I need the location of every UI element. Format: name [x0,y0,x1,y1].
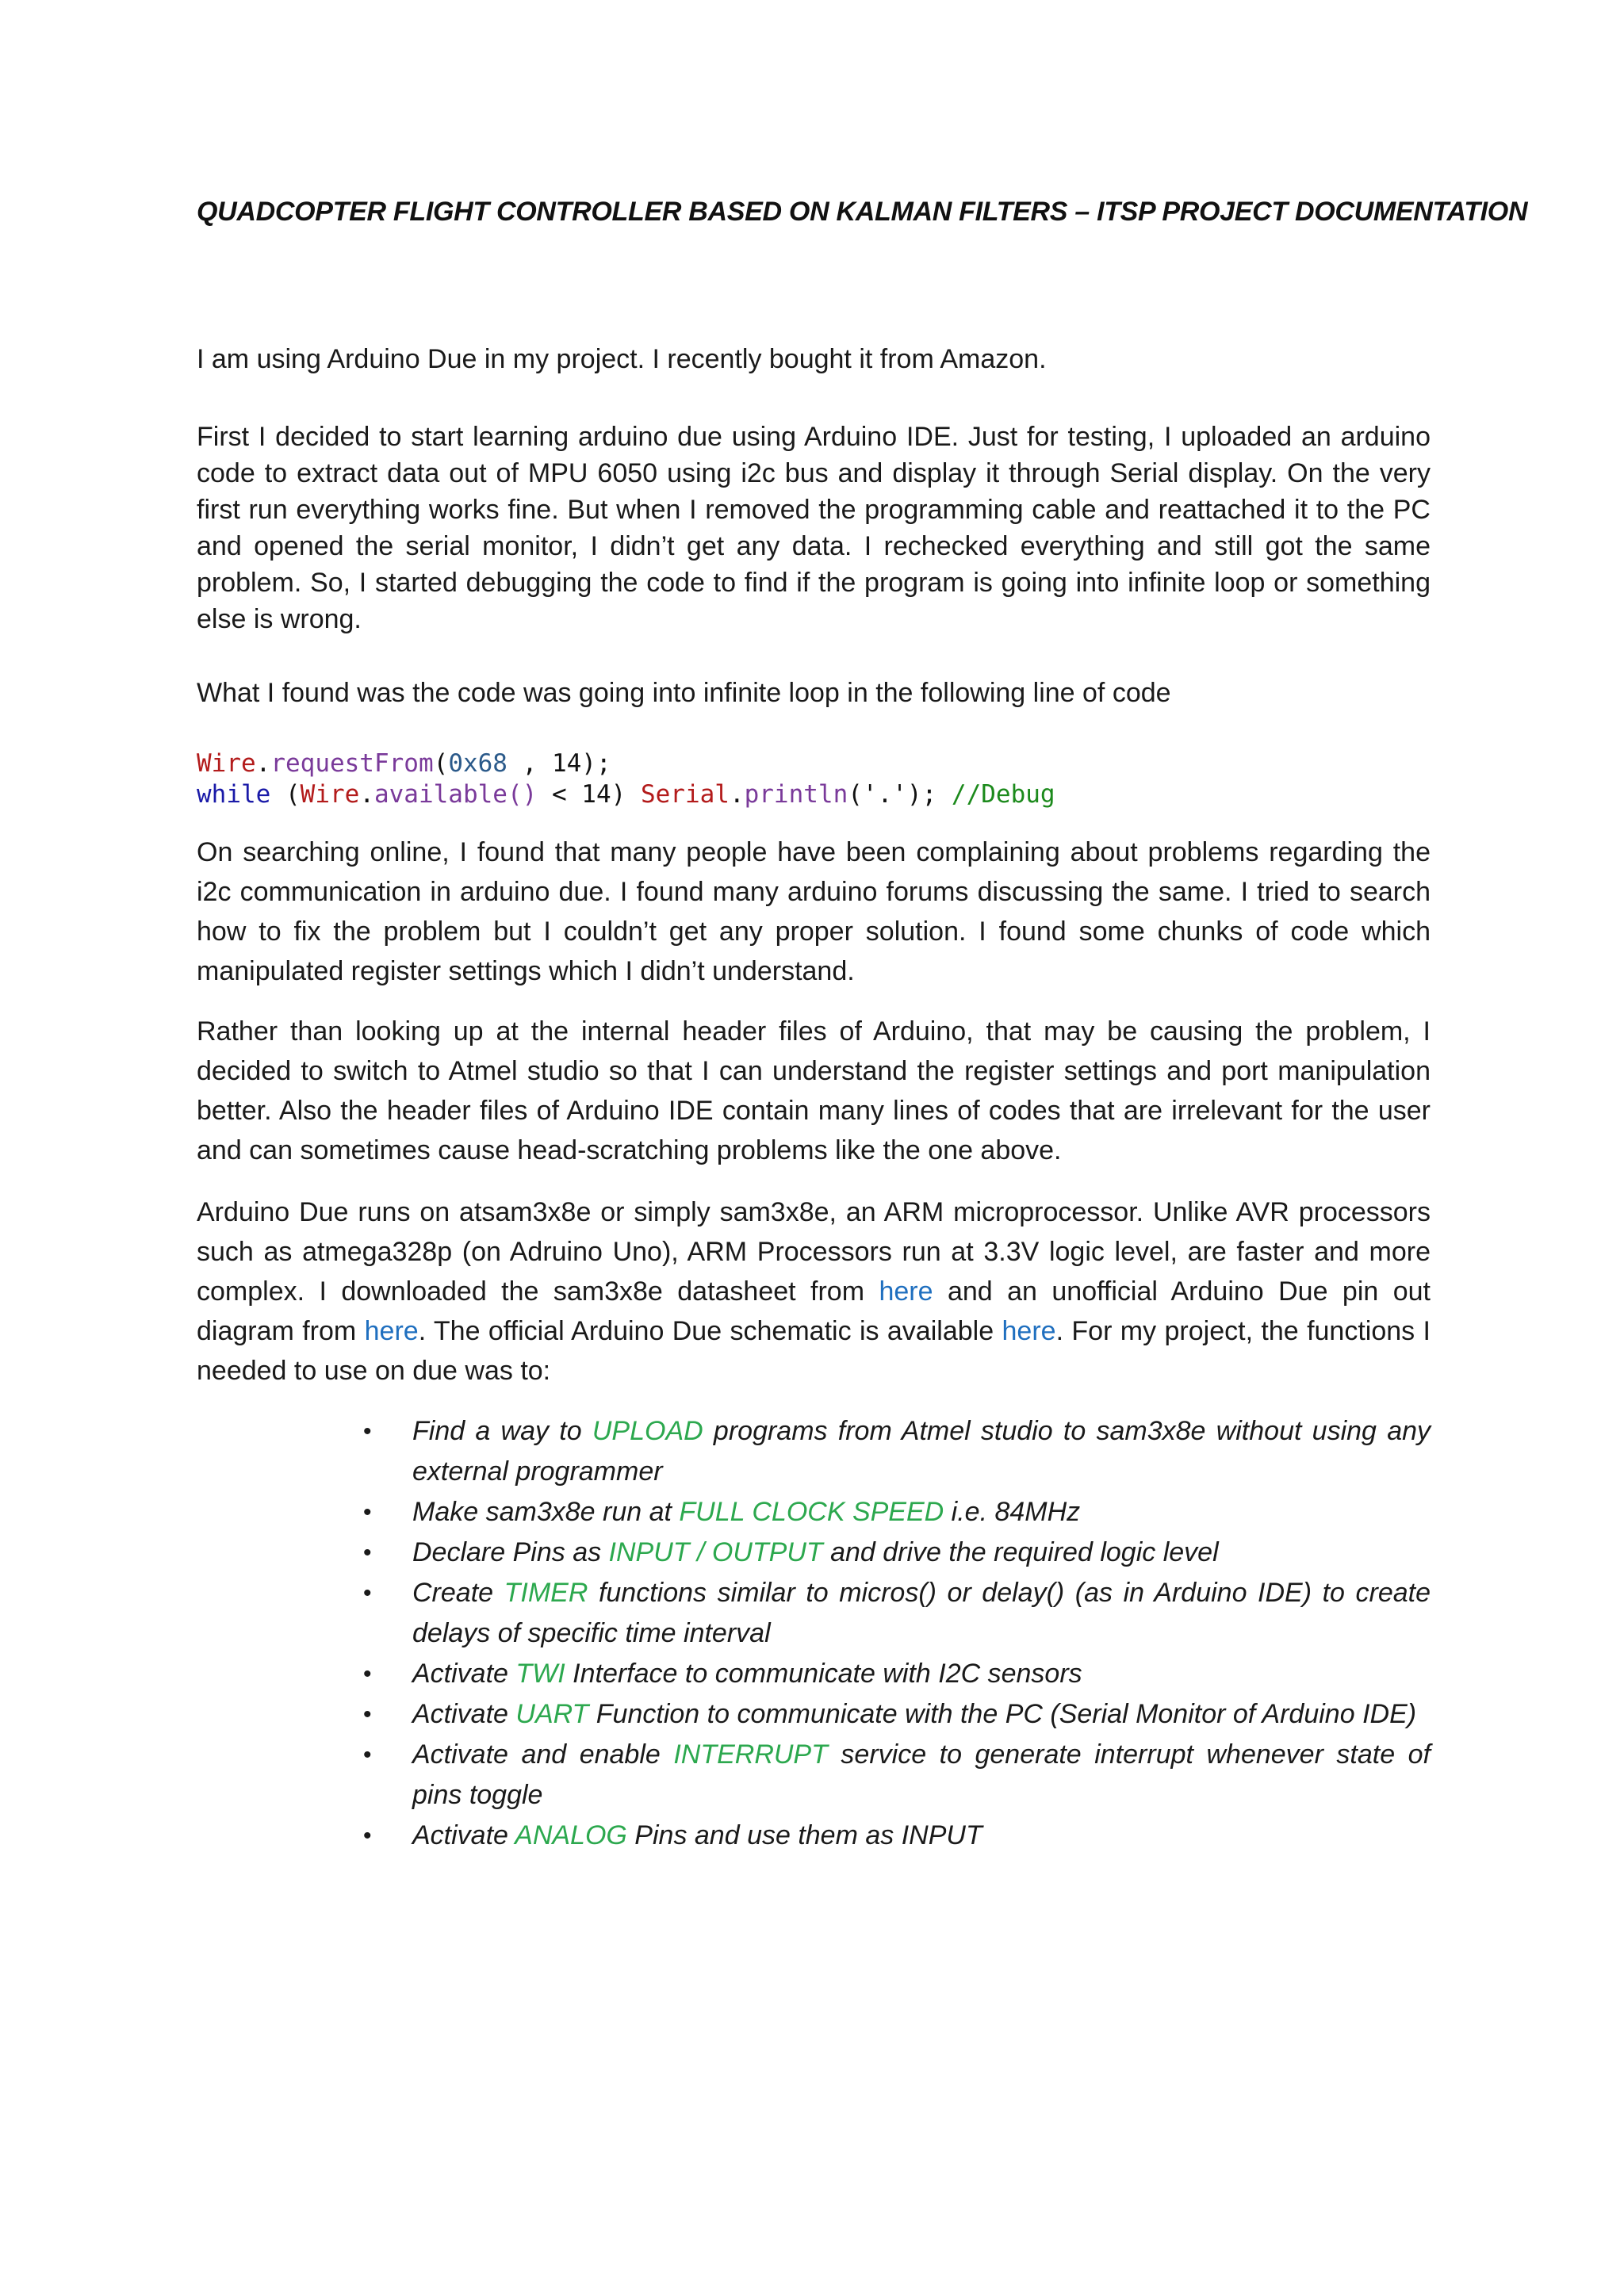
item-text: and drive the required logic level [822,1537,1219,1567]
item-text: i.e. 84MHz [944,1497,1081,1527]
code-token: Serial [640,780,730,809]
paragraph-searching: On searching online, I found that many people have been complaining about problems regarding the i2c communication in arduino due. I found many arduino forums discussing the same. I tried to search how to fix the problem but I couldn’t get any proper solution. I found some chunks of code which manipulated register settings which I didn’t understand. [197,837,1431,986]
list-item [363,1654,1431,1694]
item-highlight: UPLOAD [592,1416,703,1446]
code-snippet [197,748,1055,810]
item-text: service to generate interrupt whenever state of pins toggle [412,1739,1431,1810]
code-token: . [729,780,745,809]
text-run: . The official Arduino Due schematic is available [418,1316,1002,1346]
code-token: . [359,780,374,809]
code-token: . [255,749,271,778]
code-token: Wire [300,780,360,809]
paragraph-found: What I found was the code was going into infinite loop in the following line of code [197,678,1171,708]
code-token: ('.'); [848,780,952,809]
code-token: < 14) [537,780,641,809]
list-item [363,1492,1431,1533]
item-highlight: INPUT / OUTPUT [608,1537,823,1567]
bullet-icon: • [363,1540,372,1566]
item-text: Function to communicate with the PC (Serial Monitor of Arduino IDE) [588,1699,1417,1729]
item-text: Activate and enable [412,1739,674,1770]
code-token: ( [433,749,449,778]
bullet-icon: • [363,1499,372,1525]
list-item [363,1573,1431,1654]
item-text: Activate [412,1699,516,1729]
bullet-icon: • [363,1701,372,1728]
item-text: Make sam3x8e run at [412,1497,680,1527]
code-comment: //Debug [951,780,1055,809]
code-line-1 [197,748,1055,779]
item-highlight: TWI [515,1659,565,1689]
datasheet-link[interactable]: here [879,1276,933,1307]
code-token: available() [373,780,538,809]
item-text: Declare Pins as [412,1537,609,1567]
item-text: Activate [412,1820,515,1850]
item-text: programs from Atmel studio to sam3x8e without using any external programmer [412,1416,1431,1487]
bullet-icon: • [363,1661,372,1687]
code-token: 0x68 [448,749,508,778]
bullet-icon: • [363,1823,372,1849]
item-text: Activate [412,1659,516,1689]
item-text: Interface to communicate with I2C sensors [565,1659,1082,1689]
paragraph-intro: I am using Arduino Due in my project. I recently bought it from Amazon. [197,344,1047,374]
bullet-icon: • [363,1742,372,1768]
bullet-icon: • [363,1580,372,1606]
code-line-2 [197,779,1055,810]
list-item [363,1533,1431,1573]
list-item [363,1735,1431,1816]
text-run: and an unofficial Arduino Due pin out diagram from [197,1276,1431,1346]
code-token: while [197,780,271,809]
item-highlight: FULL CLOCK SPEED [679,1497,944,1527]
bullet-icon: • [363,1418,372,1445]
pinout-link[interactable]: here [364,1316,419,1346]
item-text: functions similar to micros() or delay() (as in Arduino IDE) to create delays of specific time interval [412,1578,1431,1648]
code-token: ( [270,780,301,809]
code-token: , 14); [507,749,611,778]
list-item [363,1411,1431,1492]
requirements-list [363,1411,1431,1856]
text-run: . For my project, the functions I needed to use on due was to: [197,1316,1431,1386]
item-text: Pins and use them as INPUT [626,1820,982,1850]
text-run: Arduino Due runs on atsam3x8e or simply sam3x8e, an ARM microprocessor. Unlike AVR processors such as atmega328p (on Adruino Uno), ARM Processors run at 3.3V logic level, are faster and more complex. I downloaded the sam3x8e datasheet from [197,1197,1431,1307]
paragraph-due [197,1192,1431,1391]
item-highlight: ANALOG [515,1820,627,1850]
schematic-link[interactable]: here [1002,1316,1056,1346]
list-item [363,1694,1431,1735]
item-highlight: TIMER [504,1578,588,1608]
code-token: println [744,780,848,809]
item-text: Find a way to [412,1416,592,1446]
code-token: requestFrom [270,749,434,778]
document-title: QUADCOPTER FLIGHT CONTROLLER BASED ON KALMAN FILTERS – ITSP PROJECT DOCUMENTATION [197,197,1528,227]
list-item [363,1816,1431,1856]
item-text: Create [412,1578,504,1608]
paragraph-atmel: Rather than looking up at the internal header files of Arduino, that may be causing the problem, I decided to switch to Atmel studio so that I can understand the register settings and port manipulation better. Also the header files of Arduino IDE contain many lines of codes that are irrelevant for the user and can sometimes cause head-scratching problems like the one above. [197,1016,1431,1165]
item-highlight: UART [515,1699,589,1729]
code-token: Wire [197,749,256,778]
item-highlight: INTERRUPT [673,1739,828,1770]
paragraph-debugging: First I decided to start learning arduino due using Arduino IDE. Just for testing, I uploaded an arduino code to extract data out of MPU 6050 using i2c bus and display it through Serial display. On the very first run everything works fine. But when I removed the programming cable and reattached it to the PC and opened the serial monitor, I didn’t get any data. I rechecked everything and still got the same problem. So, I started debugging the code to find if the program is going into infinite loop or something else is wrong. [197,422,1431,634]
